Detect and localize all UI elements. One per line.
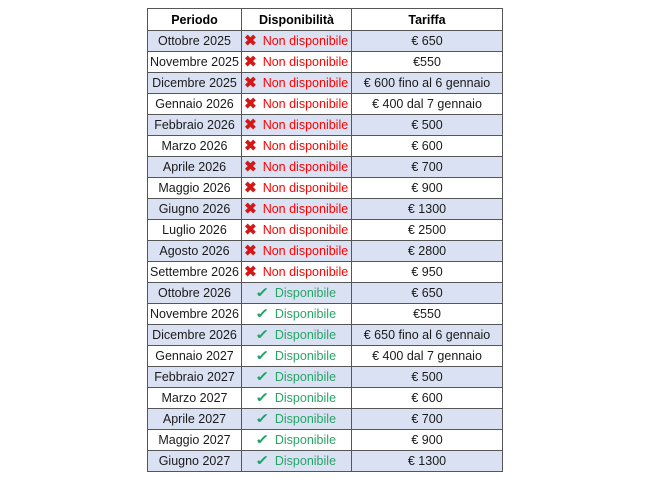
tariffa-cell: € 600 — [352, 388, 503, 409]
check-icon: ✓ — [255, 284, 270, 301]
availability-label: Disponibile — [274, 411, 337, 426]
disponibilita-cell — [242, 283, 352, 304]
availability-label: Disponibile — [274, 432, 337, 447]
disponibilita-cell — [242, 115, 352, 136]
availability-label: Disponibile — [274, 390, 337, 405]
disponibilita-cell — [242, 31, 352, 52]
availability-label: Disponibile — [274, 453, 337, 468]
table-row — [148, 346, 503, 367]
disponibilita-cell — [242, 73, 352, 94]
availability-status — [257, 370, 336, 384]
availability-status — [257, 454, 336, 468]
disponibilita-cell — [242, 178, 352, 199]
tariffa-cell: € 500 — [352, 367, 503, 388]
check-icon: ✓ — [255, 410, 270, 427]
disponibilita-cell — [242, 367, 352, 388]
cross-icon: ✖ — [243, 53, 257, 71]
availability-status — [245, 34, 348, 48]
disponibilita-cell — [242, 220, 352, 241]
table-row — [148, 388, 503, 409]
disponibilita-cell — [242, 136, 352, 157]
check-icon: ✓ — [255, 326, 270, 343]
periodo-cell: Luglio 2026 — [148, 220, 242, 241]
check-icon: ✓ — [255, 389, 270, 406]
disponibilita-cell — [242, 325, 352, 346]
availability-label: Non disponibile — [262, 222, 349, 237]
availability-label: Non disponibile — [262, 75, 349, 90]
disponibilita-cell — [242, 409, 352, 430]
tariffa-cell: € 700 — [352, 157, 503, 178]
check-icon: ✓ — [255, 305, 270, 322]
availability-status — [257, 412, 336, 426]
table-row — [148, 52, 503, 73]
availability-label: Disponibile — [274, 285, 337, 300]
column-header-periodo: Periodo — [148, 9, 242, 31]
availability-label: Non disponibile — [262, 264, 349, 279]
column-header-tariffa: Tariffa — [352, 9, 503, 31]
availability-status — [245, 139, 348, 153]
cross-icon: ✖ — [243, 200, 257, 218]
periodo-cell: Giugno 2027 — [148, 451, 242, 472]
tariffa-cell: € 700 — [352, 409, 503, 430]
periodo-cell: Novembre 2026 — [148, 304, 242, 325]
disponibilita-cell — [242, 430, 352, 451]
availability-label: Non disponibile — [262, 159, 349, 174]
tariffa-cell: € 900 — [352, 430, 503, 451]
tariffa-cell: €550 — [352, 304, 503, 325]
tariffa-cell: € 650 fino al 6 gennaio — [352, 325, 503, 346]
check-icon: ✓ — [255, 347, 270, 364]
table-row — [148, 73, 503, 94]
availability-label: Non disponibile — [262, 138, 349, 153]
availability-label: Disponibile — [274, 306, 337, 321]
periodo-cell: Agosto 2026 — [148, 241, 242, 262]
periodo-cell: Maggio 2026 — [148, 178, 242, 199]
table-row — [148, 430, 503, 451]
availability-status — [257, 433, 336, 447]
availability-status — [245, 202, 348, 216]
availability-status — [245, 97, 348, 111]
cross-icon: ✖ — [243, 221, 257, 239]
periodo-cell: Marzo 2026 — [148, 136, 242, 157]
disponibilita-cell — [242, 388, 352, 409]
table-row — [148, 136, 503, 157]
tariffa-cell: € 1300 — [352, 451, 503, 472]
tariffa-cell: € 2500 — [352, 220, 503, 241]
cross-icon: ✖ — [243, 158, 257, 176]
cross-icon: ✖ — [243, 32, 257, 50]
availability-status — [245, 55, 348, 69]
periodo-cell: Ottobre 2026 — [148, 283, 242, 304]
cross-icon: ✖ — [243, 179, 257, 197]
table-row — [148, 178, 503, 199]
availability-label: Non disponibile — [262, 180, 349, 195]
table-row — [148, 199, 503, 220]
periodo-cell: Febbraio 2027 — [148, 367, 242, 388]
tariffa-cell: € 650 — [352, 31, 503, 52]
tariffa-cell: € 650 — [352, 283, 503, 304]
availability-status — [245, 118, 348, 132]
availability-label: Non disponibile — [262, 54, 349, 69]
tariffa-cell: € 400 dal 7 gennaio — [352, 346, 503, 367]
cross-icon: ✖ — [243, 242, 257, 260]
check-icon: ✓ — [255, 452, 270, 469]
periodo-cell: Gennaio 2026 — [148, 94, 242, 115]
tariffa-cell: € 1300 — [352, 199, 503, 220]
availability-price-table — [147, 8, 503, 472]
availability-status — [257, 328, 336, 342]
periodo-cell: Giugno 2026 — [148, 199, 242, 220]
availability-status — [245, 160, 348, 174]
availability-label: Non disponibile — [262, 96, 349, 111]
tariffa-cell: € 500 — [352, 115, 503, 136]
tariffa-cell: € 600 — [352, 136, 503, 157]
periodo-cell: Febbraio 2026 — [148, 115, 242, 136]
availability-label: Disponibile — [274, 327, 337, 342]
cross-icon: ✖ — [243, 74, 257, 92]
disponibilita-cell — [242, 346, 352, 367]
disponibilita-cell — [242, 451, 352, 472]
availability-label: Non disponibile — [262, 243, 349, 258]
table-row — [148, 325, 503, 346]
periodo-cell: Dicembre 2026 — [148, 325, 242, 346]
tariffa-cell: € 900 — [352, 178, 503, 199]
table-row — [148, 94, 503, 115]
availability-status — [245, 181, 348, 195]
disponibilita-cell — [242, 304, 352, 325]
periodo-cell: Maggio 2027 — [148, 430, 242, 451]
tariffa-cell: € 600 fino al 6 gennaio — [352, 73, 503, 94]
tariffa-cell: € 950 — [352, 262, 503, 283]
tariffa-cell: € 400 dal 7 gennaio — [352, 94, 503, 115]
availability-status — [257, 286, 336, 300]
check-icon: ✓ — [255, 368, 270, 385]
table-row — [148, 115, 503, 136]
periodo-cell: Dicembre 2025 — [148, 73, 242, 94]
availability-status — [257, 307, 336, 321]
disponibilita-cell — [242, 199, 352, 220]
cross-icon: ✖ — [243, 116, 257, 134]
availability-status — [257, 349, 336, 363]
availability-label: Non disponibile — [262, 201, 349, 216]
disponibilita-cell — [242, 52, 352, 73]
table-row — [148, 409, 503, 430]
periodo-cell: Gennaio 2027 — [148, 346, 242, 367]
table-row — [148, 262, 503, 283]
table-row — [148, 220, 503, 241]
disponibilita-cell — [242, 94, 352, 115]
table-row — [148, 241, 503, 262]
availability-label: Disponibile — [274, 369, 337, 384]
availability-status — [245, 76, 348, 90]
availability-status — [257, 391, 336, 405]
disponibilita-cell — [242, 262, 352, 283]
table-row — [148, 157, 503, 178]
availability-status — [245, 244, 348, 258]
availability-label: Non disponibile — [262, 33, 349, 48]
tariffa-cell: €550 — [352, 52, 503, 73]
periodo-cell: Aprile 2026 — [148, 157, 242, 178]
table-row — [148, 31, 503, 52]
availability-label: Disponibile — [274, 348, 337, 363]
column-header-disponibilita: Disponibilità — [242, 9, 352, 31]
check-icon: ✓ — [255, 431, 270, 448]
periodo-cell: Marzo 2027 — [148, 388, 242, 409]
disponibilita-cell — [242, 157, 352, 178]
periodo-cell: Aprile 2027 — [148, 409, 242, 430]
table-row — [148, 451, 503, 472]
cross-icon: ✖ — [243, 137, 257, 155]
cross-icon: ✖ — [243, 263, 257, 281]
tariffa-cell: € 2800 — [352, 241, 503, 262]
availability-label: Non disponibile — [262, 117, 349, 132]
availability-status — [245, 265, 348, 279]
table-header-row — [148, 9, 503, 31]
periodo-cell: Settembre 2026 — [148, 262, 242, 283]
cross-icon: ✖ — [243, 95, 257, 113]
disponibilita-cell — [242, 241, 352, 262]
table-row — [148, 304, 503, 325]
periodo-cell: Novembre 2025 — [148, 52, 242, 73]
table-row — [148, 367, 503, 388]
periodo-cell: Ottobre 2025 — [148, 31, 242, 52]
availability-status — [245, 223, 348, 237]
table-row — [148, 283, 503, 304]
